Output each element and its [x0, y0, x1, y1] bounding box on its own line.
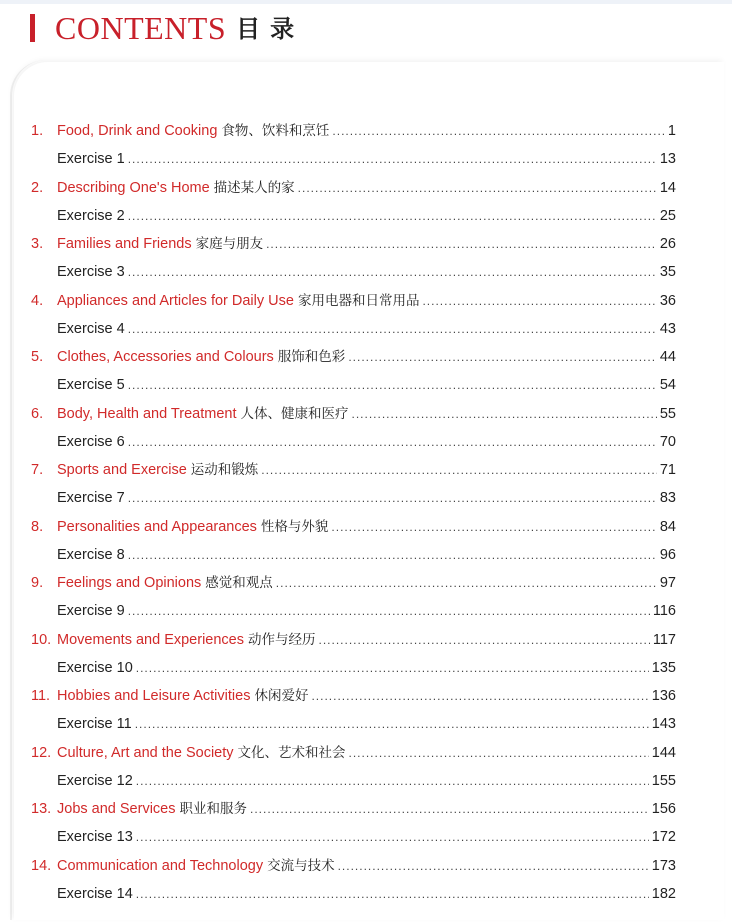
chapter-title-en: Personalities and Appearances: [57, 518, 257, 535]
toc-chapter-entry[interactable]: [0, 120, 732, 142]
toc-chapter-entry[interactable]: [0, 685, 732, 707]
toc-chapter-entry[interactable]: [0, 290, 732, 312]
chapter-page-number: 44: [659, 349, 676, 365]
exercise-line: [57, 261, 676, 283]
leader-dots: [276, 572, 657, 594]
chapter-title-en: Movements and Experiences: [57, 631, 244, 648]
exercise-page-number: 116: [652, 603, 676, 620]
chapter-title-en: Clothes, Accessories and Colours: [57, 349, 274, 365]
chapter-number: 11.: [31, 688, 51, 704]
leader-dots: [128, 148, 657, 170]
toc-exercise-entry[interactable]: [0, 544, 732, 566]
chapter-number: 7.: [31, 462, 44, 478]
chapter-line: [57, 572, 676, 594]
chapter-line: [57, 742, 676, 764]
top-strip: [0, 0, 732, 4]
leader-dots: [311, 685, 648, 707]
leader-dots: [128, 600, 650, 622]
chapter-title-zh: 性格与外貌: [260, 518, 329, 534]
chapter-line: [57, 855, 676, 877]
exercise-label: Exercise 6: [57, 433, 125, 450]
leader-dots: [128, 487, 657, 509]
leader-dots: [128, 374, 657, 396]
chapter-title-en: Families and Friends: [57, 236, 192, 252]
chapter-number: 3.: [31, 236, 44, 252]
exercise-label: Exercise 3: [57, 264, 125, 281]
exercise-label: Exercise 11: [57, 716, 132, 733]
exercise-line: [57, 431, 676, 453]
leader-dots: [250, 798, 649, 820]
exercise-line: [57, 544, 676, 566]
exercise-label: Exercise 2: [57, 207, 125, 224]
leader-dots: [136, 826, 649, 848]
leader-dots: [338, 855, 649, 877]
toc-chapter-entry[interactable]: [0, 629, 732, 651]
chapter-title-zh: 职业和服务: [179, 801, 247, 816]
chapter-line: [57, 685, 676, 707]
exercise-line: [57, 487, 676, 509]
chapter-number: 13.: [31, 801, 52, 817]
leader-dots: [128, 261, 657, 283]
chapter-title-en: Culture, Art and the Society: [57, 744, 234, 761]
exercise-line: [57, 883, 676, 905]
chapter-line: [57, 459, 676, 481]
toc-exercise-entry[interactable]: [0, 826, 732, 848]
chapter-line: [57, 516, 676, 538]
chapter-line: [57, 177, 676, 199]
chapter-title-zh: 服饰和色彩: [277, 349, 346, 364]
toc-chapter-entry[interactable]: [0, 403, 732, 425]
leader-dots: [319, 629, 650, 651]
leader-dots: [422, 290, 656, 312]
exercise-page-number: 35: [659, 264, 676, 281]
chapter-line: [57, 346, 676, 368]
chapter-title-en: Jobs and Services: [57, 801, 176, 817]
chapter-title-zh: 运动和锻炼: [190, 462, 259, 477]
chapter-page-number: 71: [659, 462, 676, 478]
exercise-label: Exercise 10: [57, 659, 133, 676]
chapter-title-en: Feelings and Opinions: [57, 575, 202, 591]
toc-exercise-entry[interactable]: [0, 713, 732, 735]
leader-dots: [351, 403, 656, 425]
exercise-page-number: 155: [651, 772, 676, 789]
chapter-number: 5.: [31, 349, 44, 365]
exercise-page-number: 25: [659, 207, 676, 224]
toc-exercise-entry[interactable]: [0, 770, 732, 792]
chapter-title-zh: 家庭与朋友: [195, 236, 264, 251]
chapter-title-zh: 食物、饮料和烹饪: [221, 123, 330, 138]
toc-chapter-entry[interactable]: [0, 516, 732, 538]
toc-chapter-entry[interactable]: [0, 742, 732, 764]
chapter-page-number: 84: [659, 518, 676, 535]
leader-dots: [266, 233, 657, 255]
chapter-line: [57, 629, 676, 651]
exercise-page-number: 135: [651, 659, 676, 676]
chapter-title-zh: 文化、艺术和社会: [237, 744, 346, 760]
toc-exercise-entry[interactable]: [0, 318, 732, 340]
chapter-title-zh: 交流与技术: [267, 857, 335, 873]
toc-chapter-entry[interactable]: [0, 855, 732, 877]
exercise-label: Exercise 7: [57, 490, 125, 507]
chapter-title-en: Communication and Technology: [57, 857, 264, 874]
exercise-page-number: 96: [659, 546, 676, 563]
chapter-line: [57, 120, 676, 142]
exercise-label: Exercise 12: [57, 772, 133, 789]
exercise-line: [57, 205, 676, 227]
chapter-line: [57, 233, 676, 255]
exercise-page-number: 54: [659, 377, 676, 394]
exercise-page-number: 182: [651, 885, 676, 902]
chapter-page-number: 97: [659, 575, 676, 591]
toc-exercise-entry[interactable]: [0, 431, 732, 453]
toc-chapter-entry[interactable]: [0, 459, 732, 481]
chapter-title-zh: 人体、健康和医疗: [240, 405, 349, 421]
chapter-page-number: 26: [659, 236, 676, 252]
exercise-line: [57, 374, 676, 396]
chapter-page-number: 1: [667, 123, 676, 139]
chapter-page-number: 14: [659, 179, 676, 196]
leader-dots: [128, 544, 657, 566]
chapter-number: 2.: [31, 179, 44, 196]
page-title-text: CONTENTS: [55, 10, 227, 46]
chapter-title-zh: 感觉和观点: [205, 575, 273, 590]
chapter-number: 1.: [31, 123, 44, 139]
toc-exercise-entry[interactable]: [0, 261, 732, 283]
chapter-number: 12.: [31, 744, 52, 761]
toc-chapter-entry[interactable]: [0, 346, 732, 368]
page-title: [55, 6, 304, 50]
chapter-page-number: 173: [651, 857, 676, 874]
chapter-title-en: Describing One's Home: [57, 179, 210, 196]
chapter-title-en: Food, Drink and Cooking: [57, 123, 218, 139]
chapter-page-number: 156: [651, 801, 676, 817]
leader-dots: [331, 516, 656, 538]
exercise-label: Exercise 13: [57, 829, 133, 846]
chapter-number: 10.: [31, 631, 52, 648]
exercise-label: Exercise 4: [57, 320, 125, 337]
exercise-line: [57, 770, 676, 792]
exercise-label: Exercise 1: [57, 151, 125, 168]
exercise-line: [57, 713, 676, 735]
exercise-label: Exercise 8: [57, 546, 125, 563]
leader-dots: [349, 742, 649, 764]
exercise-line: [57, 318, 676, 340]
toc-exercise-entry[interactable]: [0, 600, 732, 622]
page-title-chinese: 目录: [236, 15, 305, 43]
toc-exercise-entry[interactable]: [0, 487, 732, 509]
toc-chapter-entry[interactable]: [0, 177, 732, 199]
leader-dots: [135, 713, 649, 735]
toc-exercise-entry[interactable]: [0, 205, 732, 227]
exercise-page-number: 43: [659, 320, 676, 337]
leader-dots: [348, 346, 657, 368]
exercise-line: [57, 657, 676, 679]
leader-dots: [136, 770, 649, 792]
chapter-title-zh: 动作与经历: [248, 631, 316, 647]
exercise-page-number: 172: [651, 829, 676, 846]
leader-dots: [128, 205, 657, 227]
chapter-number: 9.: [31, 575, 44, 591]
exercise-page-number: 13: [659, 151, 676, 168]
leader-dots: [128, 318, 657, 340]
exercise-line: [57, 600, 676, 622]
chapter-line: [57, 290, 676, 312]
chapter-title-en: Sports and Exercise: [57, 462, 187, 478]
toc-chapter-entry[interactable]: [0, 572, 732, 594]
leader-dots: [128, 431, 657, 453]
chapter-line: [57, 798, 676, 820]
leader-dots: [261, 459, 657, 481]
leader-dots: [136, 657, 649, 679]
chapter-page-number: 55: [659, 405, 676, 422]
toc-exercise-entry[interactable]: [0, 148, 732, 170]
exercise-page-number: 70: [659, 433, 676, 450]
exercise-label: Exercise 14: [57, 885, 133, 902]
chapter-number: 4.: [31, 292, 44, 309]
exercise-page-number: 143: [651, 716, 676, 733]
chapter-title-zh: 家用电器和日常用品: [297, 292, 420, 308]
chapter-page-number: 36: [659, 292, 676, 309]
leader-dots: [298, 177, 657, 199]
chapter-page-number: 144: [651, 744, 676, 761]
chapter-line: [57, 403, 676, 425]
toc-exercise-entry[interactable]: [0, 374, 732, 396]
title-accent-bar: [30, 14, 35, 42]
exercise-line: [57, 148, 676, 170]
chapter-title-en: Hobbies and Leisure Activities: [57, 688, 251, 704]
exercise-page-number: 83: [659, 490, 676, 507]
toc-exercise-entry[interactable]: [0, 657, 732, 679]
chapter-title-zh: 描述某人的家: [213, 179, 295, 195]
chapter-number: 8.: [31, 518, 44, 535]
chapter-title-zh: 休闲爱好: [254, 688, 309, 703]
chapter-number: 6.: [31, 405, 44, 422]
toc-exercise-entry[interactable]: [0, 883, 732, 905]
toc-chapter-entry[interactable]: [0, 233, 732, 255]
toc-chapter-entry[interactable]: [0, 798, 732, 820]
leader-dots: [136, 883, 649, 905]
leader-dots: [332, 120, 665, 142]
chapter-page-number: 117: [652, 631, 676, 648]
exercise-line: [57, 826, 676, 848]
chapter-number: 14.: [31, 857, 52, 874]
exercise-label: Exercise 9: [57, 603, 125, 620]
chapter-title-en: Appliances and Articles for Daily Use: [57, 292, 294, 309]
chapter-page-number: 136: [651, 688, 676, 704]
chapter-title-en: Body, Health and Treatment: [57, 405, 237, 422]
exercise-label: Exercise 5: [57, 377, 125, 394]
